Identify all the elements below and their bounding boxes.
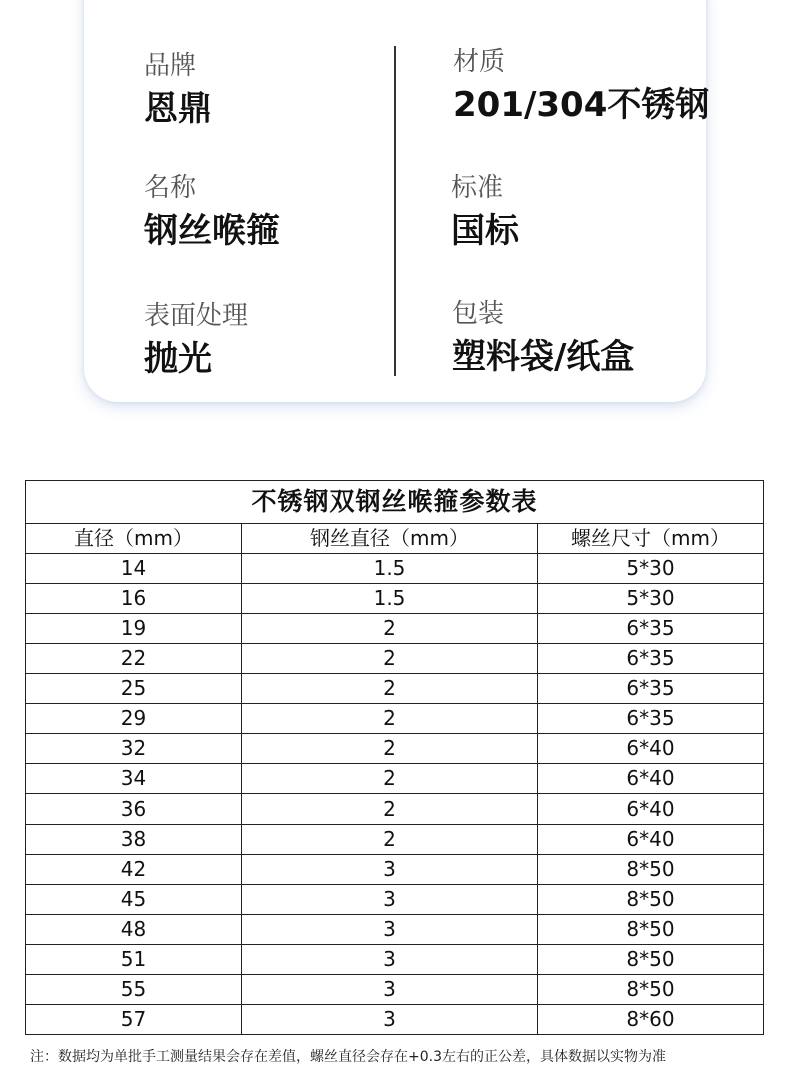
cell-diameter: 57: [26, 1004, 242, 1034]
cell-screw-size: 8*50: [538, 854, 764, 884]
cell-diameter: 14: [26, 554, 242, 584]
table-row: [26, 794, 764, 824]
table-row: [26, 944, 764, 974]
cell-diameter: 16: [26, 584, 242, 614]
cell-diameter: 34: [26, 764, 242, 794]
table-row: [26, 614, 764, 644]
cell-wire-diameter: 2: [242, 794, 538, 824]
cell-wire-diameter: 3: [242, 854, 538, 884]
cell-screw-size: 6*35: [538, 644, 764, 674]
cell-diameter: 55: [26, 974, 242, 1004]
cell-screw-size: 6*35: [538, 614, 764, 644]
cell-wire-diameter: 2: [242, 704, 538, 734]
table-row: [26, 554, 764, 584]
cell-screw-size: 6*40: [538, 824, 764, 854]
spec-card: [84, 0, 710, 402]
cell-diameter: 19: [26, 614, 242, 644]
cell-screw-size: 6*35: [538, 674, 764, 704]
cell-wire-diameter: 1.5: [242, 554, 538, 584]
cell-screw-size: 5*30: [538, 584, 764, 614]
spec-label: 材质: [453, 47, 506, 77]
cell-screw-size: 8*50: [538, 974, 764, 1004]
cell-wire-diameter: 2: [242, 674, 538, 704]
spec-value: 塑料袋/纸盒: [452, 336, 635, 377]
cell-wire-diameter: 2: [242, 764, 538, 794]
cell-wire-diameter: 3: [242, 884, 538, 914]
cell-screw-size: 5*30: [538, 554, 764, 584]
cell-diameter: 22: [26, 644, 242, 674]
cell-screw-size: 6*35: [538, 704, 764, 734]
cell-diameter: 29: [26, 704, 242, 734]
spec-material: [453, 48, 709, 124]
spec-name: [144, 174, 280, 250]
table-row: [26, 644, 764, 674]
footnote: 注：数据均为单批手工测量结果会存在差值，螺丝直径会存在+0.3左右的正公差，具体数据以实物为准: [30, 1049, 666, 1065]
table-row: [26, 854, 764, 884]
spec-label: 表面处理: [144, 301, 249, 331]
cell-wire-diameter: 3: [242, 944, 538, 974]
table-row: [26, 824, 764, 854]
header-diameter: 直径（mm）: [26, 524, 242, 554]
card-divider: [394, 46, 396, 376]
cell-diameter: 45: [26, 884, 242, 914]
cell-diameter: 38: [26, 824, 242, 854]
cell-screw-size: 8*50: [538, 914, 764, 944]
header-wire-diameter: 钢丝直径（mm）: [242, 524, 538, 554]
spec-value: 抛光: [144, 338, 212, 379]
cell-screw-size: 6*40: [538, 794, 764, 824]
cell-wire-diameter: 3: [242, 974, 538, 1004]
spec-value: 201/304不锈钢: [453, 84, 710, 125]
cell-screw-size: 8*50: [538, 884, 764, 914]
cell-screw-size: 8*50: [538, 944, 764, 974]
cell-screw-size: 8*60: [538, 1004, 764, 1034]
header-screw-size: 螺丝尺寸（mm）: [538, 524, 764, 554]
table-title: 不锈钢双钢丝喉箍参数表: [26, 481, 764, 524]
cell-wire-diameter: 3: [242, 914, 538, 944]
cell-wire-diameter: 2: [242, 614, 538, 644]
table-row: [26, 764, 764, 794]
cell-wire-diameter: 1.5: [242, 584, 538, 614]
cell-diameter: 48: [26, 914, 242, 944]
cell-diameter: 42: [26, 854, 242, 884]
top-section: [0, 0, 790, 470]
table-row: [26, 974, 764, 1004]
table-row: [26, 674, 764, 704]
spec-label: 品牌: [144, 51, 197, 81]
spec-label: 标准: [451, 173, 504, 203]
table-row: [26, 584, 764, 614]
spec-surface-treatment: [144, 302, 248, 378]
spec-packaging: [452, 300, 634, 376]
spec-value: 国标: [451, 210, 519, 251]
cell-wire-diameter: 2: [242, 734, 538, 764]
table-header-row: [26, 524, 764, 554]
spec-value: 恩鼎: [144, 88, 212, 129]
cell-wire-diameter: 2: [242, 824, 538, 854]
cell-wire-diameter: 2: [242, 644, 538, 674]
spec-label: 包装: [452, 299, 505, 329]
cell-diameter: 51: [26, 944, 242, 974]
cell-diameter: 36: [26, 794, 242, 824]
spec-label: 名称: [144, 173, 197, 203]
table-row: [26, 1004, 764, 1034]
table-row: [26, 704, 764, 734]
table-row: [26, 884, 764, 914]
table-title-row: [26, 481, 764, 524]
cell-screw-size: 6*40: [538, 734, 764, 764]
spec-value: 钢丝喉箍: [144, 210, 280, 251]
parameter-table: [25, 480, 764, 1035]
cell-screw-size: 6*40: [538, 764, 764, 794]
spec-brand: [144, 52, 212, 128]
table-row: [26, 734, 764, 764]
cell-wire-diameter: 3: [242, 1004, 538, 1034]
table-row: [26, 914, 764, 944]
cell-diameter: 25: [26, 674, 242, 704]
spec-standard: [451, 174, 519, 250]
cell-diameter: 32: [26, 734, 242, 764]
